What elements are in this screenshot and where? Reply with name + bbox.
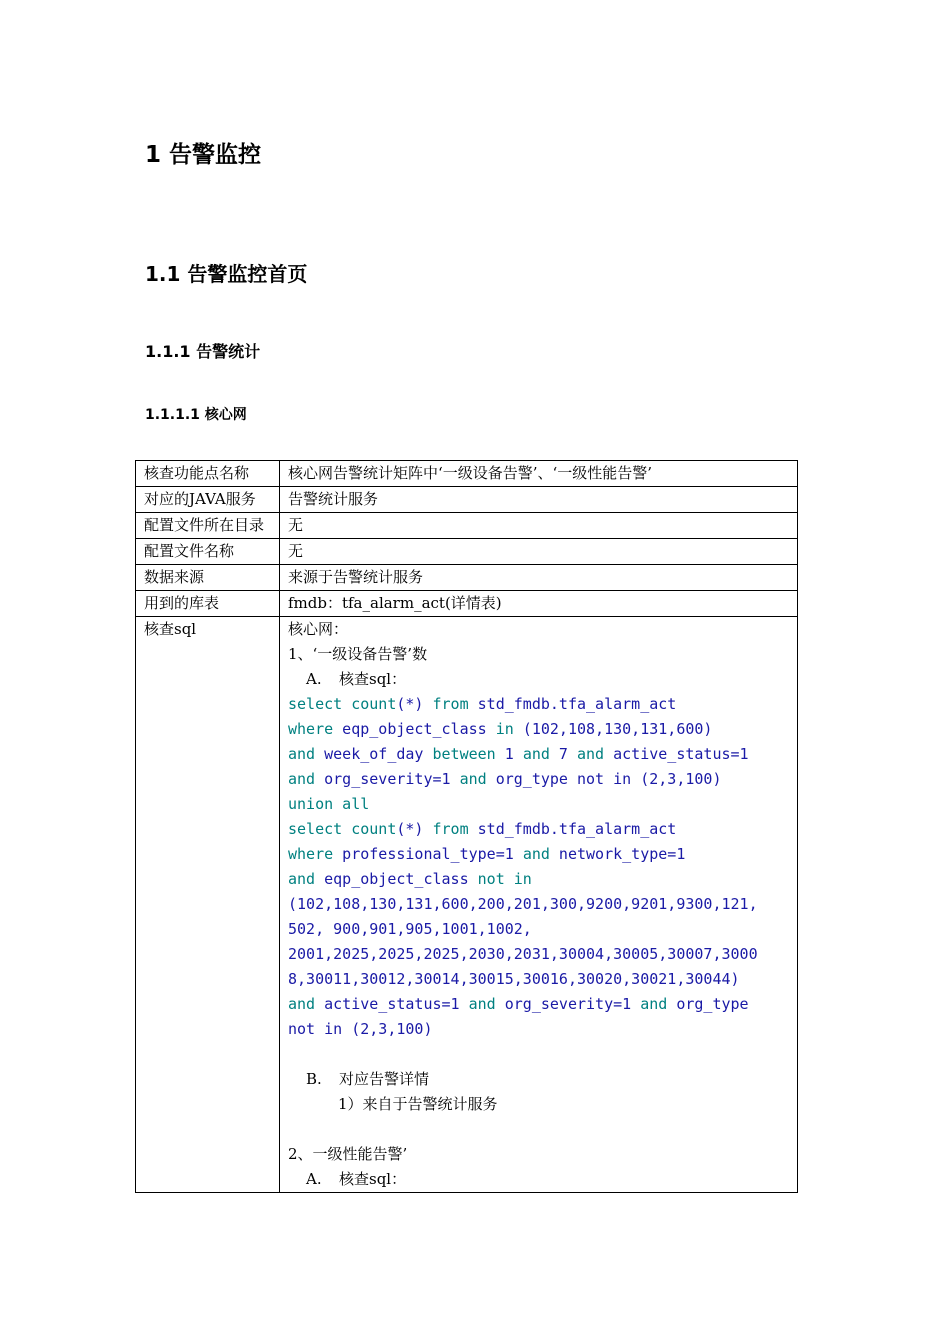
heading-4: 1.1.1.1 核心网 xyxy=(145,407,247,423)
sql-code-block: select count(*) from std_fmdb.tfa_alarm_act where eqp_object_class in (102,108,130,131,600) and week_of_day between 1 and 7 and active_status=1 and org_severity=1 and org_type not in (2,3,100) union all select count(*) from std_fmdb.tfa_alarm_act where professional_type=1 and network_type=1 and eqp_object_class not in (102,108,130,131,600,200,201,300,9200,9201,9300,121, 502, 900,901,905,1001,1002, 2001,2025,2025,2025,2030,2031,30004,30005,30007,3000 8,30011,30012,30014,30015,30016,30020,30021,30044) and active_status=1 and org_severity=1 and org_type not in (2,3,100) xyxy=(288,695,758,1038)
table-row xyxy=(136,487,798,513)
sql-cell xyxy=(280,617,798,1193)
list-label: 核查sql： xyxy=(339,670,407,688)
table-row-sql xyxy=(136,617,798,1193)
heading-3: 1.1.1 告警统计 xyxy=(145,342,261,361)
list-label: 对应告警详情 xyxy=(339,1070,430,1088)
row-key: 核查sql xyxy=(136,617,280,1193)
check-table xyxy=(135,460,798,1193)
row-value: 无 xyxy=(280,513,798,539)
sql-item-1-a xyxy=(288,667,789,692)
table-row xyxy=(136,539,798,565)
table-row xyxy=(136,513,798,539)
list-label: 核查sql： xyxy=(339,1170,407,1188)
list-marker: A. xyxy=(306,1170,322,1188)
row-value: fmdb：tfa_alarm_act(详情表) xyxy=(280,591,798,617)
table-row xyxy=(136,591,798,617)
row-value: 无 xyxy=(280,539,798,565)
row-key: 配置文件所在目录 xyxy=(136,513,280,539)
sql-item-1: 1、‘一级设备告警’数 xyxy=(288,645,428,663)
row-key: 对应的JAVA服务 xyxy=(136,487,280,513)
row-value: 来源于告警统计服务 xyxy=(280,565,798,591)
list-marker: A. xyxy=(306,670,322,688)
sql-intro: 核心网： xyxy=(288,620,349,638)
list-marker: B. xyxy=(306,1070,322,1088)
heading-2: 1.1 告警监控首页 xyxy=(145,262,308,286)
row-key: 核查功能点名称 xyxy=(136,461,280,487)
sql-item-2-a xyxy=(288,1167,789,1192)
row-value: 告警统计服务 xyxy=(280,487,798,513)
sql-item-1-b xyxy=(288,1067,789,1092)
table-row xyxy=(136,565,798,591)
row-key: 用到的库表 xyxy=(136,591,280,617)
table-row xyxy=(136,461,798,487)
row-key: 数据来源 xyxy=(136,565,280,591)
heading-1: 1 告警监控 xyxy=(145,142,262,168)
row-value: 核心网告警统计矩阵中‘一级设备告警’、‘一级性能告警’ xyxy=(280,461,798,487)
sql-item-1-b-detail: 1）来自于告警统计服务 xyxy=(338,1095,498,1113)
row-key: 配置文件名称 xyxy=(136,539,280,565)
sql-item-2: 2、一级性能告警’ xyxy=(288,1145,408,1163)
